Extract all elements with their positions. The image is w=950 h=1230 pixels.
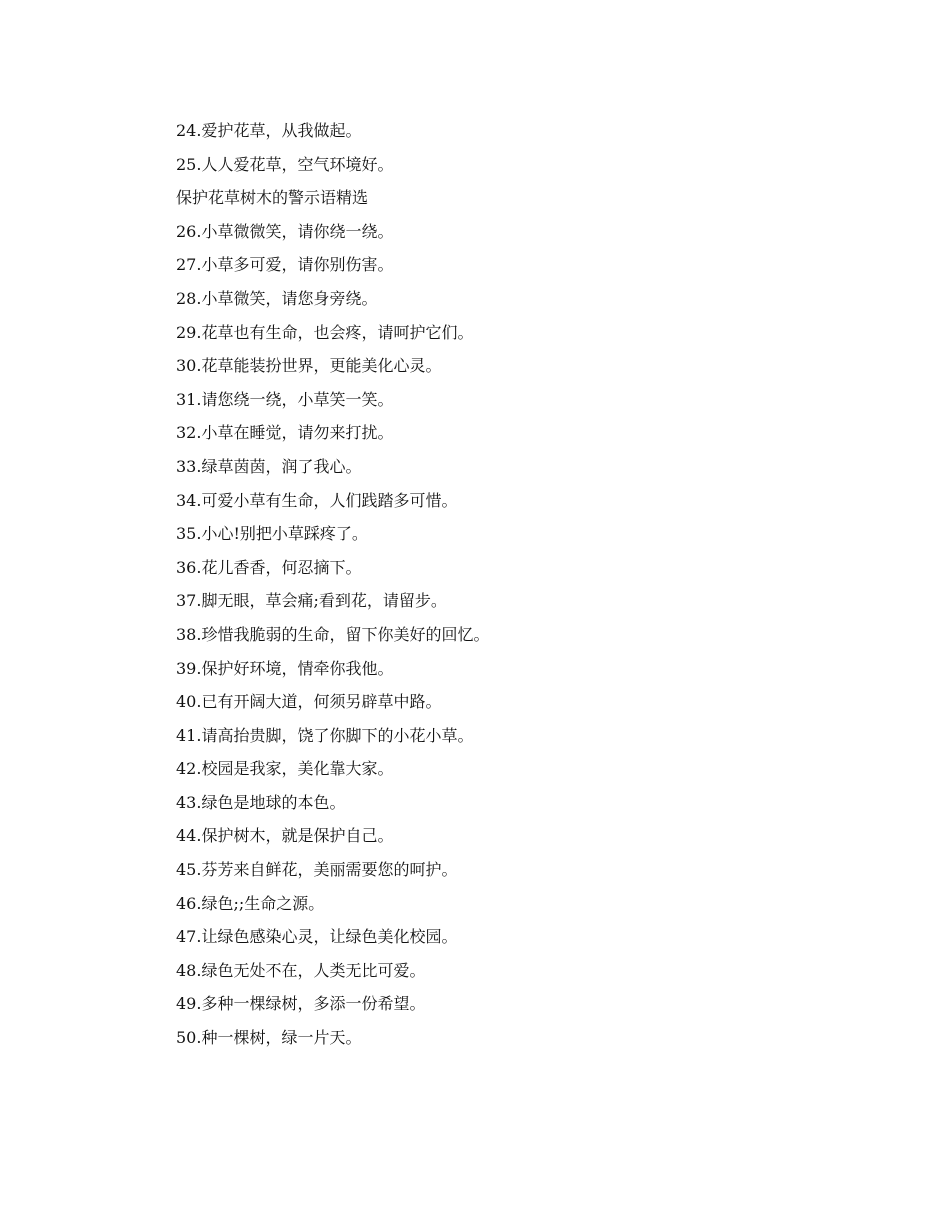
slogan-line: 28.小草微笑，请您身旁绕。 [176, 288, 378, 308]
slogan-list [176, 114, 876, 1055]
slogan-line: 43.绿色是地球的本色。 [176, 792, 346, 812]
slogan-line: 46.绿色;;生命之源。 [176, 893, 325, 913]
slogan-line: 35.小心!别把小草踩疼了。 [176, 524, 368, 544]
slogan-line: 24.爱护花草，从我做起。 [176, 121, 362, 140]
slogan-line: 41.请高抬贵脚，饶了你脚下的小花小草。 [176, 725, 474, 745]
slogan-line: 42.校园是我家，美化靠大家。 [176, 759, 394, 779]
slogan-line: 49.多种一棵绿树，多添一份希望。 [176, 994, 426, 1014]
slogan-line: 44.保护树木，就是保护自己。 [176, 826, 394, 846]
slogan-line: 38.珍惜我脆弱的生命，留下你美好的回忆。 [176, 624, 490, 644]
slogan-line: 34.可爱小草有生命，人们践踏多可惜。 [176, 490, 458, 510]
slogan-line: 32.小草在睡觉，请勿来打扰。 [176, 423, 394, 443]
slogan-line: 36.花儿香香，何忍摘下。 [176, 557, 362, 577]
slogan-line: 40.已有开阔大道，何须另辟草中路。 [176, 692, 442, 712]
slogan-line: 45.芬芳来自鲜花，美丽需要您的呵护。 [176, 860, 458, 880]
slogan-line: 47.让绿色感染心灵，让绿色美化校园。 [176, 927, 458, 947]
slogan-line: 33.绿草茵茵，润了我心。 [176, 456, 362, 476]
slogan-line: 37.脚无眼，草会痛;看到花，请留步。 [176, 591, 447, 611]
slogan-line: 27.小草多可爱，请你别伤害。 [176, 255, 394, 275]
slogan-line: 29.花草也有生命，也会疼，请呵护它们。 [176, 322, 474, 342]
slogan-line: 48.绿色无处不在，人类无比可爱。 [176, 960, 426, 980]
slogan-line: 30.花草能装扮世界，更能美化心灵。 [176, 356, 442, 376]
slogan-line: 50.种一棵树，绿一片天。 [176, 1028, 362, 1048]
slogan-line: 39.保护好环境，情牵你我他。 [176, 658, 394, 678]
slogan-line: 31.请您绕一绕，小草笑一笑。 [176, 389, 394, 409]
slogan-line: 25.人人爱花草，空气环境好。 [176, 154, 394, 174]
slogan-line: 26.小草微微笑，请你绕一绕。 [176, 221, 394, 241]
section-heading: 保护花草树木的警示语精选 [176, 188, 369, 208]
